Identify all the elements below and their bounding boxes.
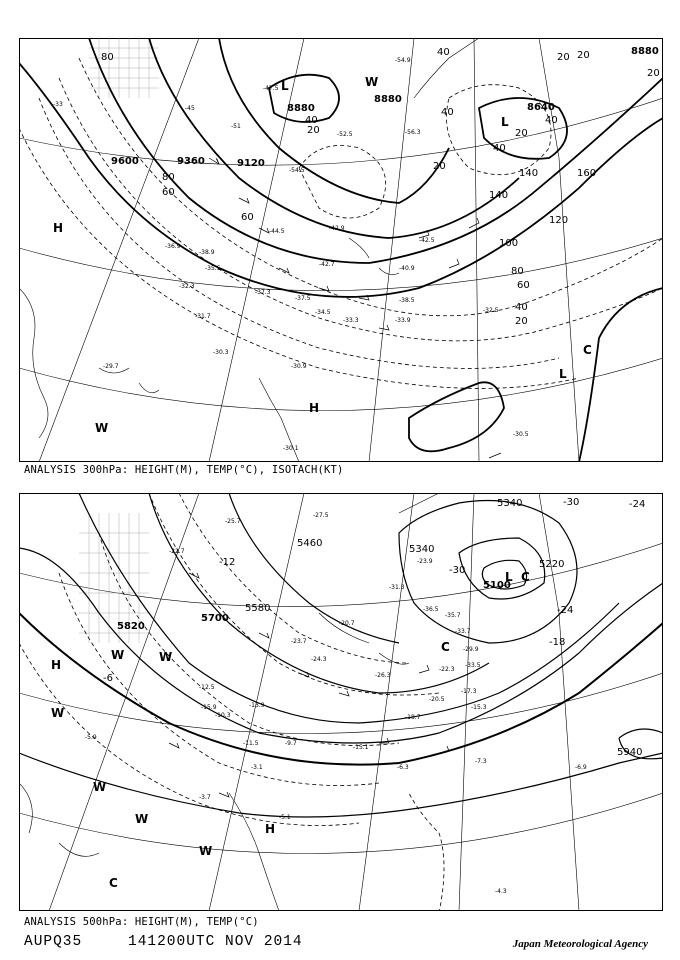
temp-label: -27.5 — [313, 512, 329, 519]
isotach-label: 20 — [307, 125, 320, 136]
temp-label: -9.7 — [285, 740, 297, 747]
temp-label: -38.5 — [399, 297, 415, 304]
cold-center-marker: C — [583, 343, 592, 357]
temp-label: -37.5 — [295, 295, 311, 302]
temp-label: -22.3 — [439, 666, 455, 673]
isotach-label: 40 — [305, 115, 318, 126]
temp-label: -3.7 — [199, 794, 211, 801]
isotach-label: 40 — [441, 107, 454, 118]
temp-label: -29.9 — [463, 646, 479, 653]
temp-label: -33.3 — [343, 317, 359, 324]
low-center-marker: L — [559, 367, 567, 381]
temp-label: -45 — [185, 105, 195, 112]
isotach-label: 20 — [577, 50, 590, 61]
temp-label: -44.5 — [269, 228, 285, 235]
height-label: 5220 — [539, 559, 565, 570]
temp-label: -42.9 — [329, 225, 345, 232]
low-center-marker: L — [501, 115, 509, 129]
caption-300hpa: ANALYSIS 300hPa: HEIGHT(M), TEMP(°C), ISOTACH(KT) — [24, 464, 344, 476]
isotherm-label: -12 — [219, 557, 236, 568]
isotherm-label: -24 — [629, 499, 646, 510]
temp-label: -32.5 — [483, 307, 499, 314]
temp-label: -31.7 — [195, 313, 211, 320]
isotach-label: 60 — [241, 212, 254, 223]
isotach-label: 40 — [437, 47, 450, 58]
warm-center-marker: W — [51, 706, 65, 720]
warm-center-marker: W — [199, 844, 213, 858]
isotherm-label: -24 — [557, 605, 574, 616]
warm-center-marker: W — [93, 780, 107, 794]
temp-label: -3.1 — [251, 764, 263, 771]
isotach-label: 120 — [549, 215, 569, 226]
temp-label: -18.7 — [405, 714, 421, 721]
temp-label: -36.5 — [423, 606, 439, 613]
temp-label: -54.5 — [289, 167, 305, 174]
warm-center-marker: W — [111, 648, 125, 662]
isotach-label: 40 — [515, 302, 528, 313]
height-label: 8880 — [287, 103, 315, 114]
temp-label: -30.9 — [291, 363, 307, 370]
temp-label: -10.3 — [215, 712, 231, 719]
isotach-label: 160 — [577, 168, 597, 179]
temp-label: -40.9 — [399, 265, 415, 272]
temp-label: -26.3 — [375, 672, 391, 679]
isotach-label: 20 — [433, 161, 446, 172]
chart-300hpa — [19, 38, 663, 462]
temp-label: -15.1 — [353, 744, 369, 751]
temp-label: -54.9 — [395, 57, 411, 64]
isotherm-label: -18 — [549, 637, 566, 648]
chart-500hpa — [19, 493, 663, 911]
temp-label: -52.5 — [337, 131, 353, 138]
temp-label: -7.3 — [475, 758, 487, 765]
isotach-label: 140 — [519, 168, 539, 179]
isotach-label: 40 — [545, 115, 558, 126]
temp-label: -23.7 — [291, 638, 307, 645]
temp-label: -29.7 — [103, 363, 119, 370]
isotach-label: 140 — [489, 190, 509, 201]
cold-center-marker: C — [521, 570, 530, 584]
temp-label: -33.7 — [455, 628, 471, 635]
low-center-marker: L — [281, 79, 289, 93]
temp-label: -30.5 — [513, 431, 529, 438]
height-label: 9360 — [177, 156, 205, 167]
cold-center-marker: C — [109, 876, 118, 890]
agency-credit: Japan Meteorological Agency — [512, 938, 648, 950]
product-code: AUPQ35 — [24, 934, 83, 950]
temp-label: -47.5 — [263, 85, 279, 92]
isotach-label: 20 — [515, 316, 528, 327]
temp-label: -22.7 — [169, 548, 185, 555]
height-label: 8640 — [527, 102, 555, 113]
height-label: 9600 — [111, 156, 139, 167]
height-label: 5100 — [483, 580, 511, 591]
isotach-label: 100 — [499, 238, 519, 249]
temp-label: -35.7 — [445, 612, 461, 619]
temp-label: -51 — [231, 123, 241, 130]
height-label: 8880 — [374, 94, 402, 105]
temp-label: -6.9 — [575, 764, 587, 771]
map-panel-500hpa — [19, 493, 663, 911]
map-panel-300hpa — [19, 38, 663, 462]
temp-label: -20.5 — [429, 696, 445, 703]
height-label: 9120 — [237, 158, 265, 169]
isotach-label: 80 — [101, 52, 114, 63]
temp-label: -35.5 — [205, 265, 221, 272]
temp-label: -42.7 — [319, 261, 335, 268]
temp-label: -42.5 — [419, 237, 435, 244]
isotherm-label: -30 — [449, 565, 466, 576]
isotach-label: 40 — [493, 143, 506, 154]
high-center-marker: H — [265, 822, 276, 836]
temp-label: -38.9 — [199, 249, 215, 256]
height-label: 5340 — [409, 544, 435, 555]
isotach-label: 60 — [517, 280, 530, 291]
temp-label: -30.3 — [213, 349, 229, 356]
high-center-marker: H — [53, 221, 64, 235]
isotach-label: 20 — [557, 52, 570, 63]
high-center-marker: H — [51, 658, 62, 672]
temp-label: -36.9 — [165, 243, 181, 250]
temp-label: -31.3 — [389, 584, 405, 591]
height-label: 8880 — [631, 46, 659, 57]
isotach-label: 20 — [515, 128, 528, 139]
temp-label: -56.3 — [405, 129, 421, 136]
isotach-label: 80 — [162, 172, 175, 183]
warm-center-marker: W — [365, 75, 379, 89]
panel-frame — [20, 494, 663, 911]
temp-label: -5.1 — [279, 814, 291, 821]
temp-label: -37.3 — [255, 289, 271, 296]
temp-label: -32.3 — [179, 283, 195, 290]
low-center-marker: L — [505, 570, 513, 584]
temp-label: -5.9 — [85, 734, 97, 741]
isotherm-label: -30 — [563, 497, 580, 508]
isotherm-label: -6 — [103, 673, 113, 684]
isotach-label: 60 — [162, 187, 175, 198]
isotach-label: 80 — [511, 266, 524, 277]
temp-label: -33.5 — [465, 662, 481, 669]
warm-center-marker: W — [95, 421, 109, 435]
cold-center-marker: C — [441, 640, 450, 654]
temp-label: -15.9 — [201, 704, 217, 711]
temp-label: -23.9 — [417, 558, 433, 565]
isotach-label: 20 — [647, 68, 660, 79]
temp-label: -34.5 — [315, 309, 331, 316]
height-label: 5820 — [117, 621, 145, 632]
height-label: 5460 — [297, 538, 323, 549]
temp-label: -4.3 — [495, 888, 507, 895]
height-label: 5340 — [497, 498, 523, 509]
caption-500hpa: ANALYSIS 500hPa: HEIGHT(M), TEMP(°C) — [24, 916, 259, 928]
temp-label: -30.1 — [283, 445, 299, 452]
high-center-marker: H — [309, 401, 320, 415]
valid-time: 141200UTC NOV 2014 — [128, 934, 303, 950]
warm-center-marker: W — [135, 812, 149, 826]
temp-label: -20.7 — [339, 620, 355, 627]
temp-label: -17.3 — [461, 688, 477, 695]
temp-label: -33 — [53, 101, 63, 108]
temp-label: -11.5 — [243, 740, 259, 747]
temp-label: -24.3 — [311, 656, 327, 663]
temp-label: -6.3 — [397, 764, 409, 771]
temp-label: -25.7 — [225, 518, 241, 525]
temp-label: -33.9 — [395, 317, 411, 324]
height-label: 5700 — [201, 613, 229, 624]
temp-label: -15.3 — [471, 704, 487, 711]
warm-center-marker: W — [159, 650, 173, 664]
temp-label: -12.5 — [199, 684, 215, 691]
height-label: 5940 — [617, 747, 643, 758]
height-label: 5580 — [245, 603, 271, 614]
temp-label: -13.9 — [249, 702, 265, 709]
